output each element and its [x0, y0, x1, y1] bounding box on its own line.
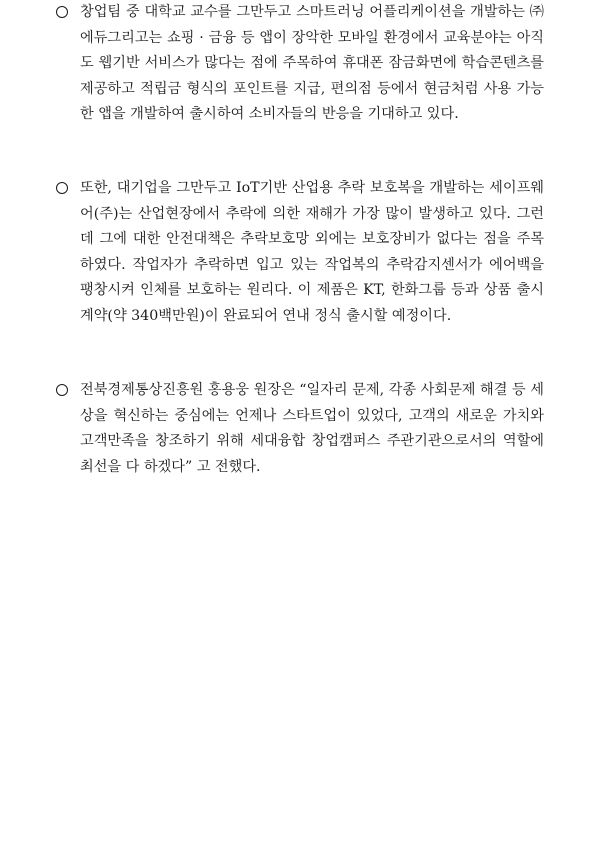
- paragraph-safeware: [56, 176, 544, 329]
- paragraph-director-quote: [56, 378, 544, 480]
- paragraph-text: 창업팀 중 대학교 교수를 그만두고 스마트러닝 어플리케이션을 개발하는 ㈜에듀그리고는 쇼핑 · 금융 등 앱이 장악한 모바일 환경에서 교육분야는 아직도 웹기반 서비스가 많다는 점에 주목하여 휴대폰 잠금화면에 학습콘텐츠를 제공하고 적립금 형식의 포인트를 지급, 편의점 등에서 현금처럼 사용 가능한 앱을 개발하여 출시하여 소비자들의 반응을 기대하고 있다.: [80, 4, 544, 122]
- paragraph-text: 전북경제통상진흥원 홍용웅 원장은 “일자리 문제, 각종 사회문제 해결 등 세상을 혁신하는 중심에는 언제나 스타트업이 있었다, 고객의 새로운 가치와 고객만족을 창조하기 위해 세대융합 창업캠퍼스 주관기관으로서의 역할에 최선을 다 하겠다” 고 전했다.: [80, 382, 544, 475]
- paragraph-edugrigo: [56, 0, 544, 128]
- paragraph-text: 또한, 대기업을 그만두고 IoT기반 산업용 추락 보호복을 개발하는 세이프웨어(주)는 산업현장에서 추락에 의한 재해가 가장 많이 발생하고 있다. 그런데 그에 대한 안전대책은 추락보호망 외에는 보호장비가 없다는 점을 주목하였다. 작업자가 추락하면 입고 있는 작업복의 추락감지센서가 에어백을 팽창시켜 인체를 보호하는 원리다. 이 제품은 KT, 한화그룹 등과 상품 출시 계약(약 340백만원)이 완료되어 연내 정식 출시할 예정이다.: [80, 180, 544, 324]
